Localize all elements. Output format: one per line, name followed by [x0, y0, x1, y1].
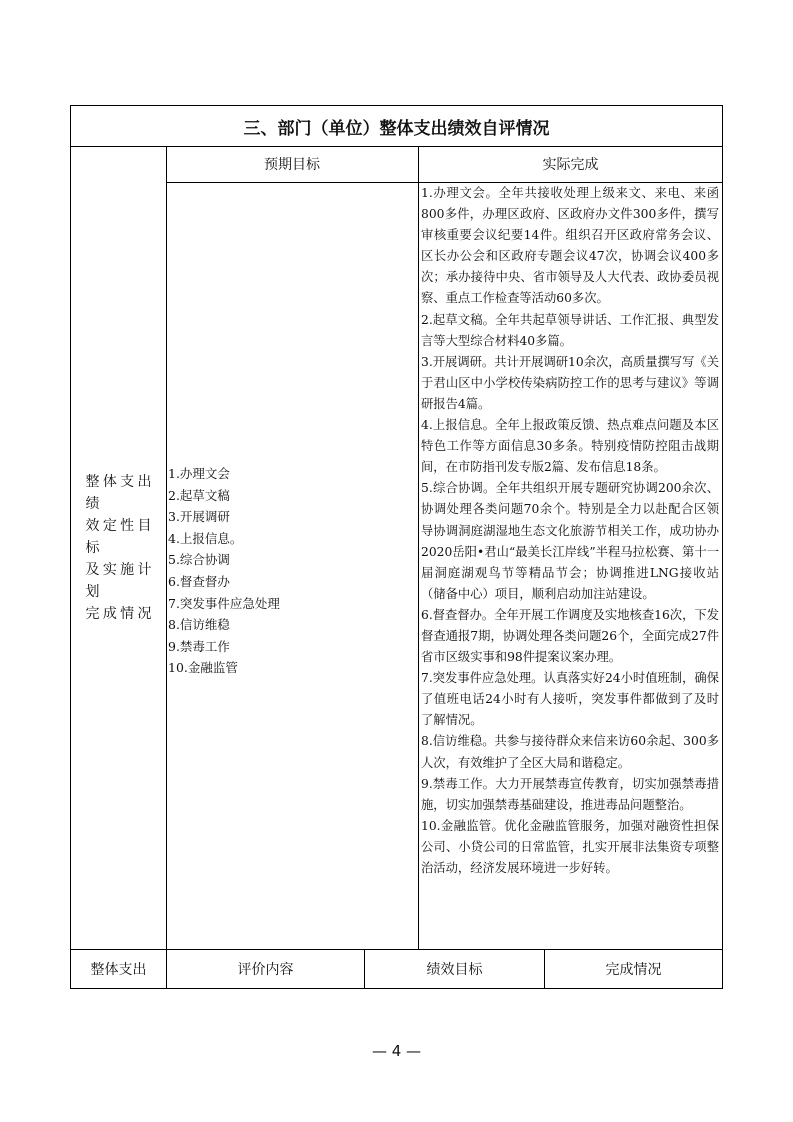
actual-paragraph: 4.上报信息。全年上报政策反馈、热点难点问题及本区特色工作等方面信息30多条。特别疫情防控阻击战期间，在市防指刊发专版2篇、发布信息18条。 [421, 418, 719, 475]
expected-goal-item: 9.禁毒工作 [168, 638, 230, 654]
completion-status-header: 完成情况 [605, 962, 662, 978]
table-bottom-border [70, 988, 723, 989]
performance-goal-header: 绩效目标 [426, 962, 483, 978]
expected-goal-item: 7.突发事件应急处理 [168, 595, 280, 611]
expected-goal-item: 2.起草文稿 [168, 487, 230, 503]
expected-goal-item: 6.督查督办 [168, 573, 230, 589]
row-label-line: 及实施计划 [85, 561, 152, 600]
bottom-row-label: 整体支出 [90, 962, 147, 978]
actual-paragraph: 2.起草文稿。全年共起草领导讲话、工作汇报、典型发言等大型综合材料40多篇。 [421, 312, 719, 348]
table-right-border [722, 105, 723, 989]
row-label-line: 整体支出绩 [85, 473, 152, 512]
actual-paragraph: 6.督查督办。全年开展工作调度及实地核查16次，下发督查通报7期，协调处理各类问题26个，全面完成27件省市区级实事和98件提案议案办理。 [421, 607, 719, 665]
actual-paragraph: 7.突发事件应急处理。认真落实好24小时值班制，确保了值班电话24小时有人接听，突发事件都做到了及时了解情况。 [421, 671, 719, 728]
row-label [71, 146, 166, 949]
row-label-line: 效定性目标 [85, 517, 152, 556]
actual-paragraph: 10.金融监管。优化金融监管服务，加强对融资性担保公司、小贷公司的日常监管，扎实开展非法集资专项整治活动，经济发展环境进一步好转。 [421, 818, 719, 875]
expected-goal-item: 1.办理文会 [168, 466, 230, 481]
page-number: — 4 — [371, 1042, 422, 1060]
actual-paragraph: 1.办理文会。全年共接收处理上级来文、来电、来函800多件，办理区政府、区政府办文件300多件，撰写审核重要会议纪要14件。组织召开区政府常务会议、区长办公会和区政府专题会议47次，协调会议400多次；承办接待中央、省市领导及人大代表、政协委员视察、重点工作检查等活动60多次。 [421, 186, 719, 306]
actual-paragraph: 3.开展调研。共计开展调研10余次，高质量撰写写《关于君山区中小学校传染病防控工作的思考与建议》等调研报告4篇。 [421, 354, 719, 411]
section-title: 三、部门（单位）整体支出绩效自评情况 [243, 118, 550, 139]
actual-paragraph: 9.禁毒工作。大力开展禁毒宣传教育，切实加强禁毒措施，切实加强禁毒基础建设，推进毒品问题整治。 [421, 776, 719, 812]
expected-goal-item: 5.综合协调 [168, 552, 230, 568]
expected-goals-list [168, 463, 416, 679]
evaluation-content-header: 评价内容 [237, 962, 294, 978]
expected-goal-item: 4.上报信息。 [168, 530, 243, 546]
actual-completion-text [421, 183, 719, 879]
row-label-line: 完成情况 [85, 605, 152, 622]
expected-goal-item: 8.信访维稳 [168, 617, 230, 633]
expected-goal-item: 10.金融监管 [168, 660, 238, 676]
actual-paragraph: 8.信访维稳。共参与接待群众来信来访60余起、300多人次，有效维护了全区大局和谐稳定。 [421, 734, 719, 770]
actual-paragraph: 5.综合协调。全年共组织开展专题研究协调200余次、协调处理各类问题70余个。特别是全力以赴配合区领导协调洞庭湖湿地生态文化旅游节相关工作，成功协办2020岳阳•君山“最美长江岸线”半程马拉松赛、第十一届洞庭湖观鸟节等精品节会；协调推进LNG接收站（储备中心）项目，顺利启动加注站建设。 [421, 481, 719, 601]
expected-actual-divider [418, 146, 419, 950]
actual-completion-header: 实际完成 [542, 157, 599, 173]
expected-goal-item: 3.开展调研 [168, 509, 230, 525]
label-column-divider [166, 146, 167, 989]
expected-goal-header: 预期目标 [264, 157, 320, 173]
